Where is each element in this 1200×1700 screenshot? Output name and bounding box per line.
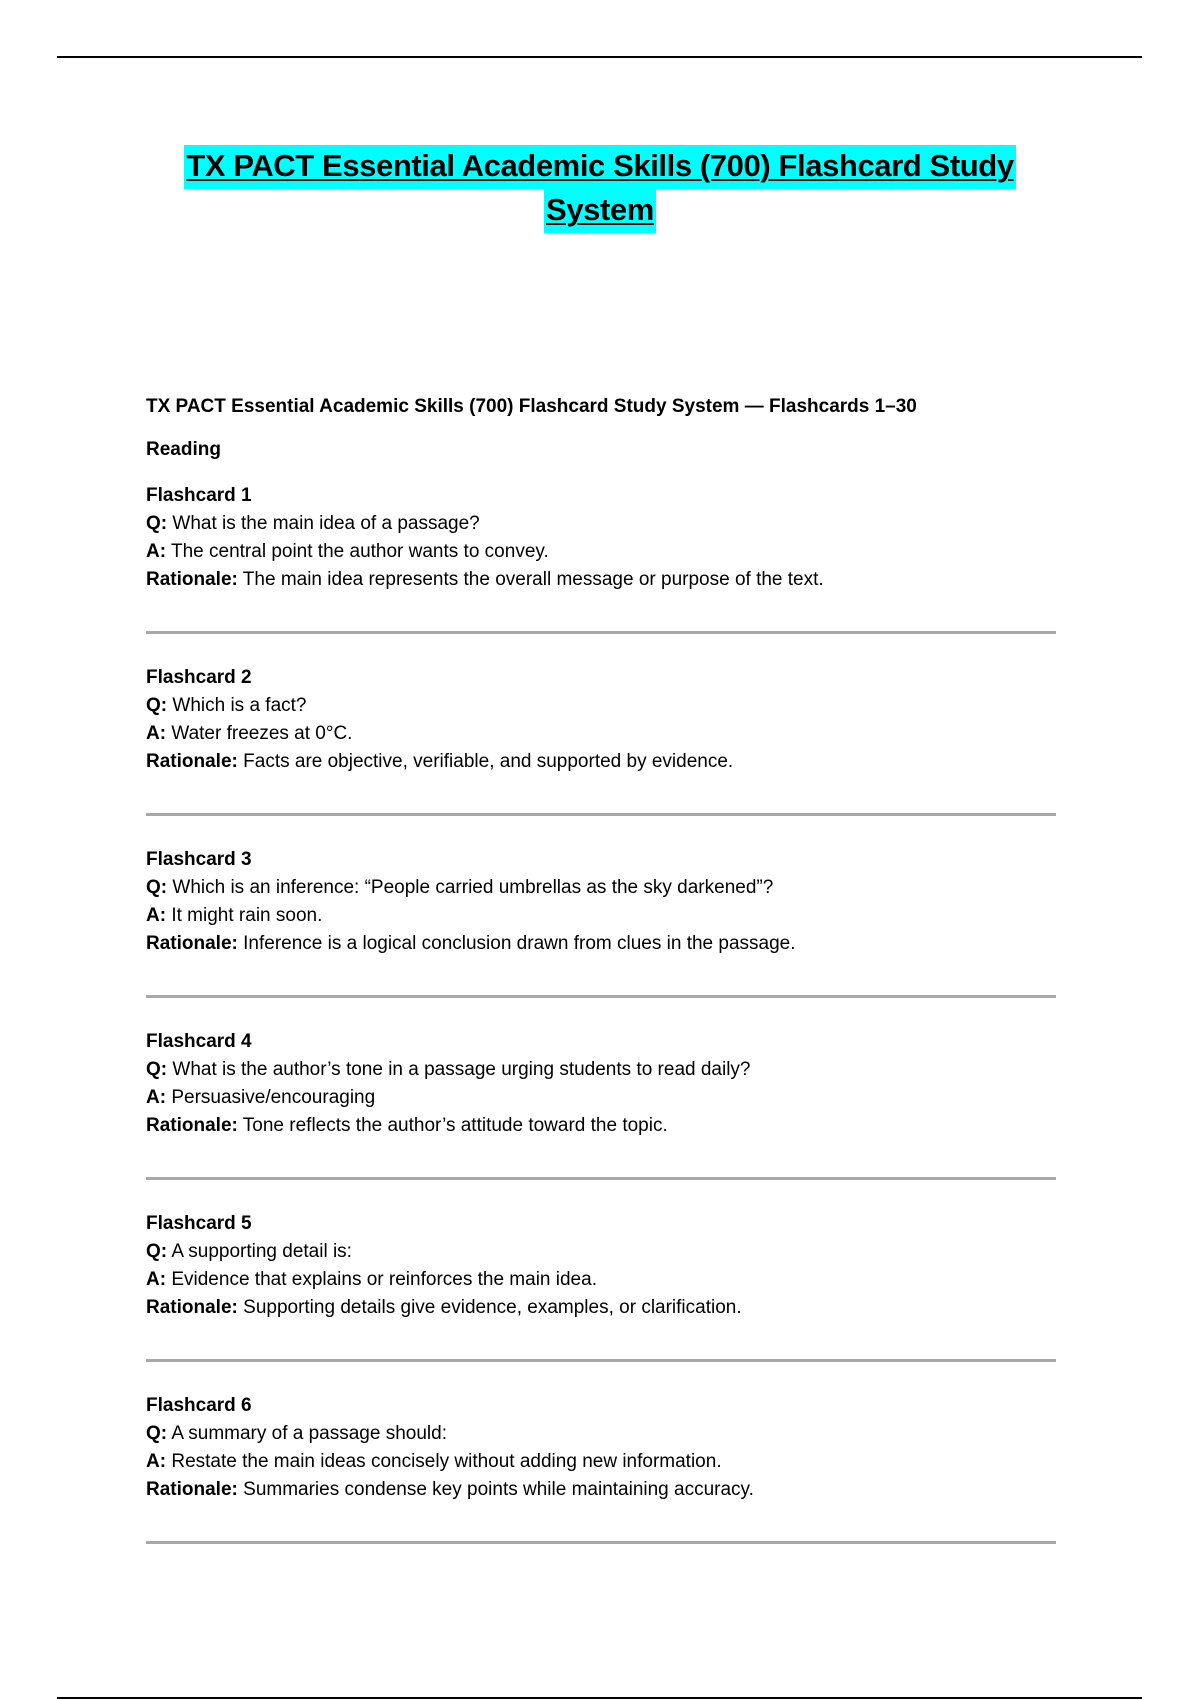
- flashcard-question: [146, 1056, 1056, 1084]
- answer-text: Restate the main ideas concisely without adding new information.: [171, 1451, 722, 1472]
- flashcard-divider: [146, 995, 1056, 998]
- flashcard-rationale: [146, 1294, 1056, 1322]
- page-bottom-rule: [57, 1697, 1142, 1699]
- flashcard-5: [146, 1210, 1056, 1322]
- flashcard-rationale: [146, 930, 1056, 958]
- flashcard-answer: [146, 1266, 1056, 1294]
- flashcard-answer: [146, 538, 1056, 566]
- document-body: [146, 393, 1056, 1574]
- flashcard-answer: [146, 1448, 1056, 1476]
- rationale-label: Rationale:: [146, 933, 238, 954]
- flashcard-divider: [146, 1177, 1056, 1180]
- flashcard-question: [146, 510, 1056, 538]
- document-title: [0, 145, 1200, 233]
- flashcard-rationale: [146, 566, 1056, 594]
- title-line-2: System: [544, 189, 656, 233]
- question-text: What is the author’s tone in a passage urging students to read daily?: [172, 1059, 751, 1080]
- flashcard-2: [146, 664, 1056, 776]
- question-label: Q:: [146, 695, 168, 716]
- question-label: Q:: [146, 1423, 168, 1444]
- flashcard-question: [146, 692, 1056, 720]
- rationale-label: Rationale:: [146, 751, 238, 772]
- flashcard-rationale: [146, 748, 1056, 776]
- rationale-text: Inference is a logical conclusion drawn from clues in the passage.: [243, 933, 796, 954]
- flashcard-title: Flashcard 6: [146, 1395, 252, 1416]
- flashcard-divider: [146, 1541, 1056, 1544]
- flashcard-3: [146, 846, 1056, 958]
- rationale-label: Rationale:: [146, 569, 238, 590]
- rationale-text: Facts are objective, verifiable, and supported by evidence.: [243, 751, 734, 772]
- answer-label: A:: [146, 1087, 167, 1108]
- question-label: Q:: [146, 877, 168, 898]
- flashcard-divider: [146, 631, 1056, 634]
- rationale-text: Supporting details give evidence, examples, or clarification.: [243, 1297, 742, 1318]
- answer-label: A:: [146, 541, 167, 562]
- flashcard-answer: [146, 902, 1056, 930]
- question-text: Which is an inference: “People carried umbrellas as the sky darkened”?: [172, 877, 774, 898]
- section-heading: Reading: [146, 439, 221, 460]
- rationale-text: Tone reflects the author’s attitude toward the topic.: [242, 1115, 668, 1136]
- answer-text: Persuasive/encouraging: [171, 1087, 376, 1108]
- flashcard-1: [146, 482, 1056, 594]
- flashcard-rationale: [146, 1476, 1056, 1504]
- flashcard-question: [146, 1238, 1056, 1266]
- flashcard-answer: [146, 1084, 1056, 1112]
- answer-label: A:: [146, 1451, 167, 1472]
- flashcard-6: [146, 1392, 1056, 1504]
- title-line-1: TX PACT Essential Academic Skills (700) Flashcard Study: [184, 145, 1015, 189]
- question-label: Q:: [146, 1059, 168, 1080]
- flashcard-question: [146, 1420, 1056, 1448]
- question-text: A summary of a passage should:: [171, 1423, 447, 1444]
- flashcard-title: Flashcard 1: [146, 485, 252, 506]
- answer-text: It might rain soon.: [171, 905, 323, 926]
- flashcard-4: [146, 1028, 1056, 1140]
- rationale-text: Summaries condense key points while maintaining accuracy.: [243, 1479, 754, 1500]
- question-text: What is the main idea of a passage?: [172, 513, 480, 534]
- document-subtitle: TX PACT Essential Academic Skills (700) Flashcard Study System — Flashcards 1–30: [146, 396, 917, 417]
- flashcard-title: Flashcard 5: [146, 1213, 252, 1234]
- question-text: A supporting detail is:: [171, 1241, 352, 1262]
- flashcard-divider: [146, 1359, 1056, 1362]
- rationale-label: Rationale:: [146, 1115, 238, 1136]
- rationale-label: Rationale:: [146, 1297, 238, 1318]
- flashcard-title: Flashcard 3: [146, 849, 252, 870]
- answer-text: The central point the author wants to convey.: [171, 541, 549, 562]
- flashcard-title: Flashcard 2: [146, 667, 252, 688]
- answer-label: A:: [146, 723, 167, 744]
- page-top-rule: [57, 56, 1142, 58]
- rationale-text: The main idea represents the overall message or purpose of the text.: [242, 569, 824, 590]
- question-label: Q:: [146, 1241, 168, 1262]
- question-text: Which is a fact?: [172, 695, 307, 716]
- flashcard-rationale: [146, 1112, 1056, 1140]
- question-label: Q:: [146, 513, 168, 534]
- answer-label: A:: [146, 1269, 167, 1290]
- rationale-label: Rationale:: [146, 1479, 238, 1500]
- flashcard-answer: [146, 720, 1056, 748]
- answer-label: A:: [146, 905, 167, 926]
- flashcard-divider: [146, 813, 1056, 816]
- answer-text: Evidence that explains or reinforces the main idea.: [171, 1269, 597, 1290]
- flashcard-title: Flashcard 4: [146, 1031, 252, 1052]
- flashcard-question: [146, 874, 1056, 902]
- answer-text: Water freezes at 0°C.: [171, 723, 353, 744]
